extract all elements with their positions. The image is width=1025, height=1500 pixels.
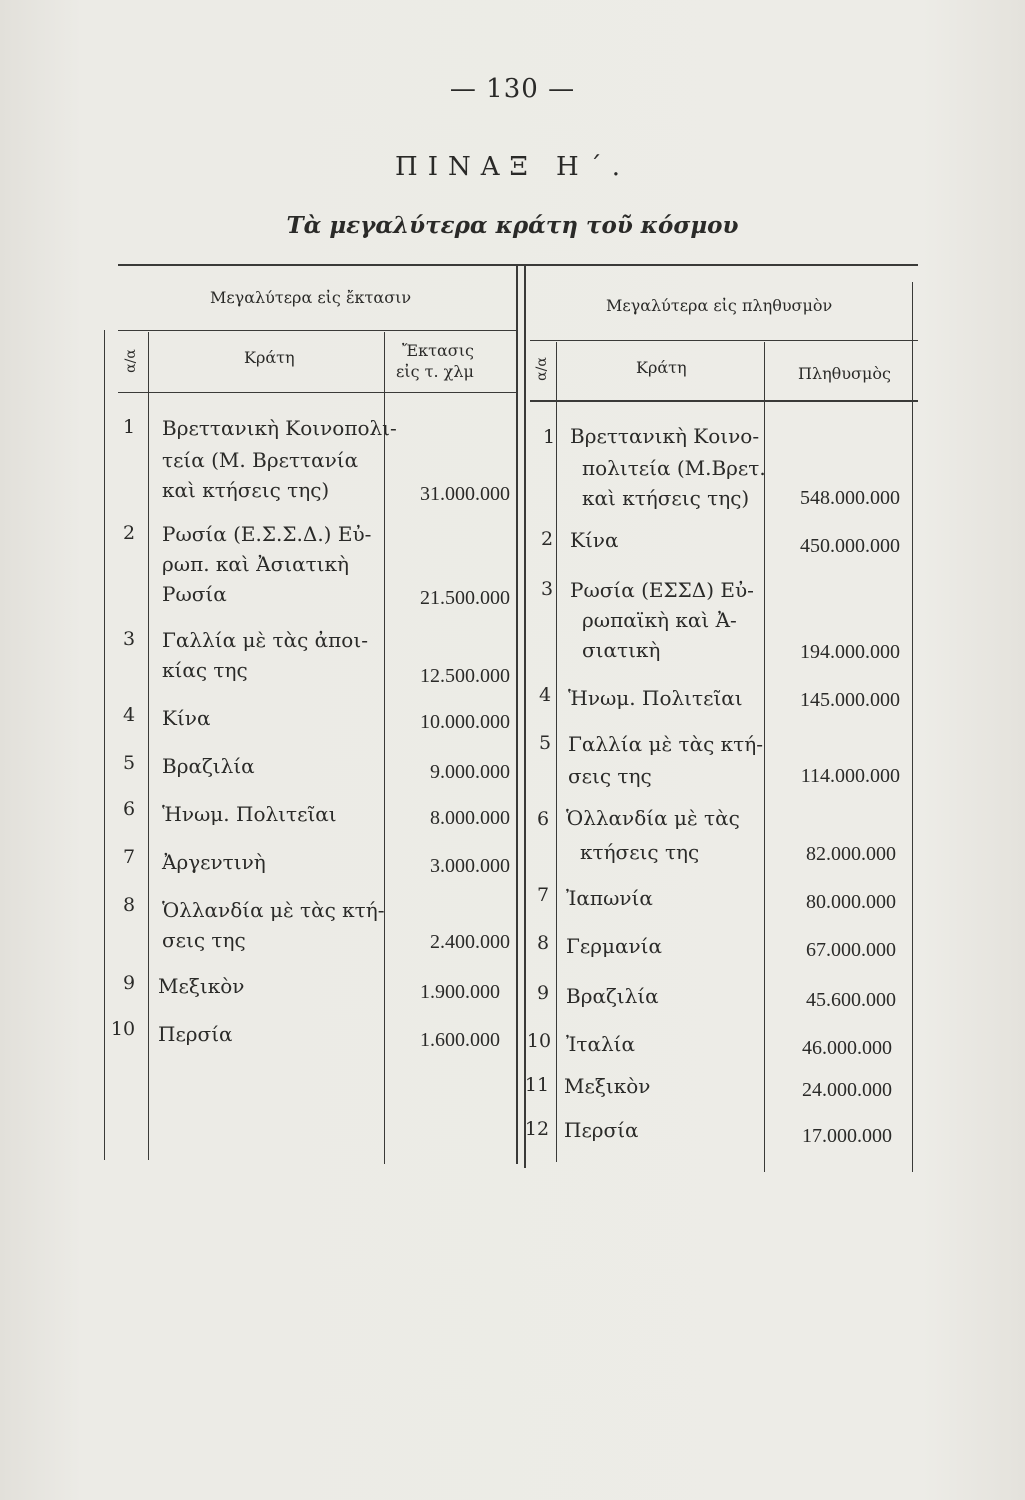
left-rank: 8 — [122, 894, 136, 916]
right-population-value: 82.000.000 — [806, 843, 896, 865]
right-state-line: Ἰαπωνία — [566, 886, 653, 910]
right-state-line: Βραζιλία — [566, 984, 659, 1008]
right-rank: 3 — [540, 578, 554, 600]
left-rank: 9 — [122, 972, 136, 994]
right-state-line: πολιτεία (Μ.Βρετ. — [582, 456, 766, 480]
right-rank: 5 — [538, 732, 552, 754]
right-rank: 10 — [526, 1030, 552, 1052]
left-rank: 7 — [122, 846, 136, 868]
left-rank: 6 — [122, 798, 136, 820]
left-state-line: Ρωσία (Ε.Σ.Σ.Δ.) Εὐ- — [162, 522, 372, 546]
left-state-header: Κράτη — [244, 348, 295, 367]
outer-left-border — [104, 330, 105, 1160]
outer-right-border — [912, 282, 913, 1172]
right-population-header: Πληθυσμὸς — [798, 364, 891, 383]
left-area-value: 21.500.000 — [420, 587, 510, 609]
left-state-line: Ὁλλανδία μὲ τὰς κτή- — [162, 898, 385, 922]
left-area-value: 1.900.000 — [420, 981, 500, 1003]
right-population-value: 548.000.000 — [800, 487, 900, 509]
left-area-value: 2.400.000 — [430, 931, 510, 953]
right-header-rule — [530, 340, 918, 341]
left-area-value: 8.000.000 — [430, 807, 510, 829]
page-number: — 130 — — [449, 74, 576, 104]
left-area-value: 3.000.000 — [430, 855, 510, 877]
left-rank: 5 — [122, 752, 136, 774]
right-state-line: Βρεττανικὴ Κοινο- — [570, 424, 760, 448]
right-rank: 1 — [542, 426, 556, 448]
right-state-line: ρωπαϊκὴ καὶ Ἀ- — [582, 608, 737, 632]
left-state-line: Κίνα — [162, 706, 211, 730]
left-state-line: καὶ κτήσεις της) — [162, 478, 330, 502]
right-state-line: Γερμανία — [566, 934, 663, 958]
center-divider-1 — [516, 264, 518, 1164]
right-state-line: σεις της — [568, 764, 652, 788]
right-rank-header: α/α — [533, 357, 550, 381]
left-header-rule — [118, 330, 518, 331]
left-area-header-line2: εἰς τ. χλμ — [396, 362, 474, 381]
right-rank: 11 — [524, 1074, 550, 1096]
right-population-value: 67.000.000 — [806, 939, 896, 961]
left-rank: 2 — [122, 522, 136, 544]
left-state-line: Βραζιλία — [162, 754, 255, 778]
right-rank: 6 — [536, 808, 550, 830]
left-rank: 4 — [122, 704, 136, 726]
left-state-line: Ρωσία — [162, 582, 227, 606]
right-state-line: Ἡνωμ. Πολιτεῖαι — [568, 686, 743, 710]
right-rank: 4 — [538, 684, 552, 706]
left-group-header: Μεγαλύτερα εἰς ἔκτασιν — [210, 288, 412, 307]
left-state-line: Περσία — [158, 1022, 233, 1046]
table-top-rule — [118, 264, 918, 266]
table-title: ΠΙΝΑΞ Η΄. — [395, 152, 630, 182]
table-subtitle: Τὰ μεγαλύτερα κράτη τοῦ κόσμου — [286, 212, 739, 239]
right-population-value: 80.000.000 — [806, 891, 896, 913]
right-state-line: καὶ κτήσεις της) — [582, 486, 750, 510]
left-state-line: κίας της — [162, 658, 248, 682]
left-state-line: Γαλλία μὲ τὰς ἀποι- — [162, 628, 368, 652]
left-area-value: 9.000.000 — [430, 761, 510, 783]
right-state-line: Περσία — [564, 1118, 639, 1142]
right-state-line: Γαλλία μὲ τὰς κτή- — [568, 732, 763, 756]
right-population-value: 194.000.000 — [800, 641, 900, 663]
left-area-value: 1.600.000 — [420, 1029, 500, 1051]
left-rank: 1 — [122, 416, 136, 438]
left-state-line: ρωπ. καὶ Ἀσιατικὴ — [162, 552, 349, 576]
left-area-value: 12.500.000 — [420, 665, 510, 687]
right-state-line: Ὁλλανδία μὲ τὰς — [566, 806, 740, 830]
right-state-line: σιατικὴ — [582, 638, 661, 662]
right-state-line: Μεξικὸν — [564, 1074, 651, 1098]
left-area-value: 10.000.000 — [420, 711, 510, 733]
right-state-line: κτήσεις της — [580, 840, 700, 864]
right-population-value: 450.000.000 — [800, 535, 900, 557]
right-rank: 7 — [536, 884, 550, 906]
left-state-line: Ἀργεντινὴ — [162, 850, 266, 874]
right-population-value: 17.000.000 — [802, 1125, 892, 1147]
left-state-line: Ἡνωμ. Πολιτεῖαι — [162, 802, 337, 826]
right-group-header: Μεγαλύτερα εἰς πληθυσμὸν — [606, 296, 833, 315]
right-state-header: Κράτη — [636, 358, 687, 377]
right-state-line: Κίνα — [570, 528, 619, 552]
left-state-line: τεία (Μ. Βρεττανία — [162, 448, 359, 472]
left-area-header-line1: Ἔκτασις — [402, 341, 474, 360]
right-population-value: 45.600.000 — [806, 989, 896, 1011]
right-rank: 12 — [524, 1118, 550, 1140]
right-state-line: Ἰταλία — [566, 1032, 636, 1056]
right-population-value: 24.000.000 — [802, 1079, 892, 1101]
left-state-line: Μεξικὸν — [158, 974, 245, 998]
left-rank: 3 — [122, 628, 136, 650]
left-rank-header: α/α — [122, 349, 139, 373]
left-state-line: σεις της — [162, 928, 246, 952]
left-state-line: Βρεττανικὴ Κοινοπολι- — [162, 416, 397, 440]
left-area-value: 31.000.000 — [420, 483, 510, 505]
right-rank: 9 — [536, 982, 550, 1004]
left-rank: 10 — [110, 1018, 136, 1040]
left-subheader-rule — [118, 392, 518, 393]
left-rank-divider — [148, 332, 149, 1160]
right-state-line: Ρωσία (ΕΣΣΔ) Εὐ- — [570, 578, 754, 602]
right-population-value: 145.000.000 — [800, 689, 900, 711]
right-population-value: 46.000.000 — [802, 1037, 892, 1059]
right-subheader-rule — [530, 400, 918, 402]
right-rank: 8 — [536, 932, 550, 954]
right-rank: 2 — [540, 528, 554, 550]
right-population-value: 114.000.000 — [800, 765, 900, 787]
